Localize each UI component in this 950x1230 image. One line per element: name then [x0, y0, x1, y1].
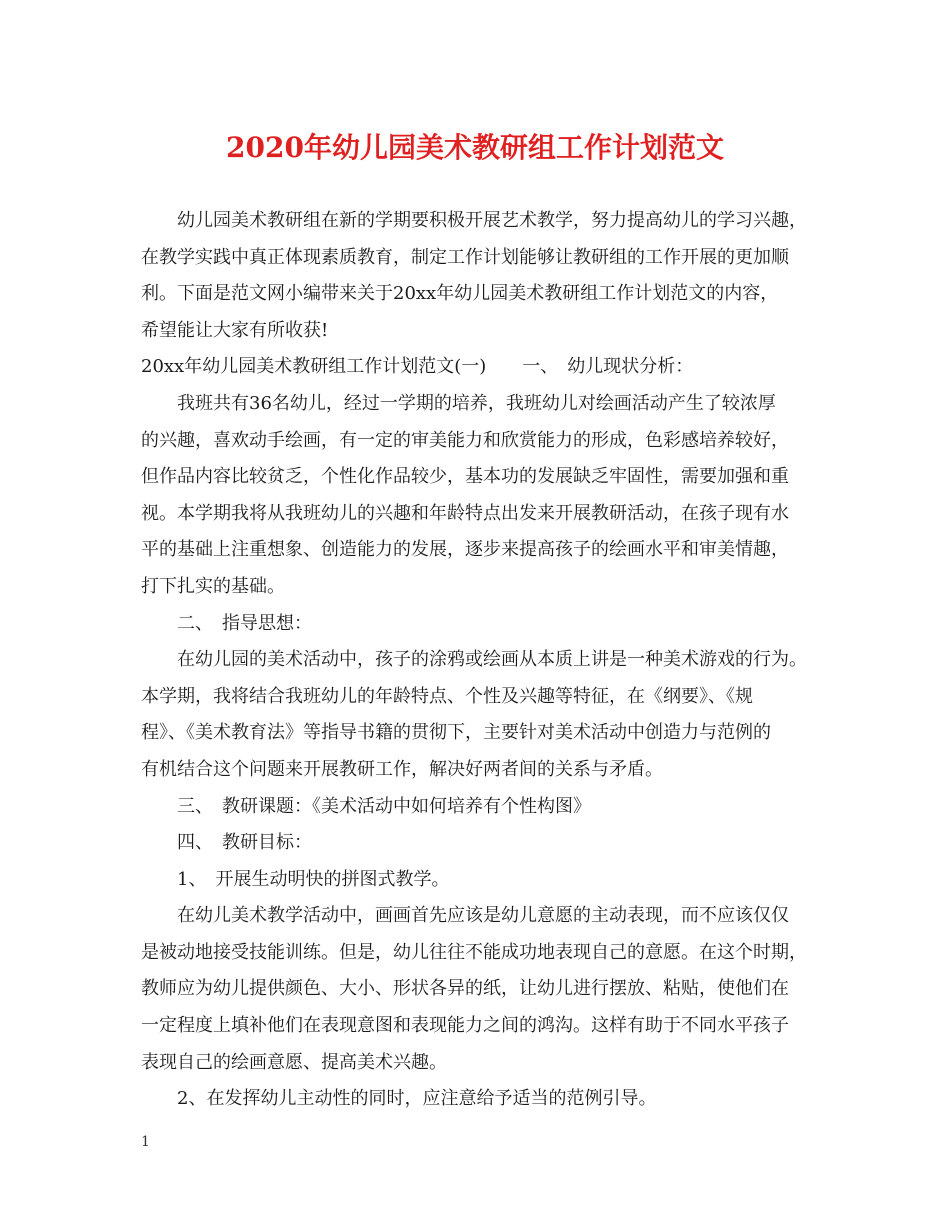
paragraph-line: 幼儿园美术教研组在新的学期要积极开展艺术教学，努力提高幼儿的学习兴趣，	[177, 210, 807, 231]
page-number: 1	[141, 1134, 150, 1150]
section-heading-line: 四、 教研目标：	[177, 832, 312, 854]
paragraph-line: 在幼儿美术教学活动中，画画首先应该是幼儿意愿的主动表现，而不应该仅仅	[177, 905, 789, 927]
document-title: 2020年幼儿园美术教研组工作计划范文	[226, 131, 724, 164]
paragraph-line: 在幼儿园的美术活动中，孩子的涂鸦或绘画从本质上讲是一种美术游戏的行为。	[177, 649, 807, 671]
document-body	[141, 203, 841, 1118]
section-heading-line: 三、 教研课题：《美术活动中如何培养有个性构图》	[177, 795, 591, 817]
paragraph-line: 一定程度上填补他们在表现意图和表现能力之间的鸿沟。这样有助于不同水平孩子	[141, 1015, 789, 1037]
section-heading-line: 20xx年幼儿园美术教研组工作计划范文(一) 一、 幼儿现状分析：	[141, 356, 694, 378]
paragraph-line: 我班共有36名幼儿，经过一学期的培养，我班幼儿对绘画活动产生了较浓厚	[177, 392, 776, 414]
paragraph-line: 利。下面是范文网小编带来关于20xx年幼儿园美术教研组工作计划范文的内容，	[141, 283, 779, 305]
paragraph-line: 程》、《美术教育法》等指导书籍的贯彻下，主要针对美术活动中创造力与范例的	[141, 722, 771, 744]
paragraph-line: 打下扎实的基础。	[141, 575, 285, 597]
paragraph-line: 是被动地接受技能训练。但是，幼儿往往不能成功地表现自己的意愿。在这个时期，	[141, 941, 807, 963]
paragraph-line: 的兴趣，喜欢动手绘画，有一定的审美能力和欣赏能力的形成，色彩感培养较好，	[141, 429, 789, 451]
paragraph-line: 视。本学期我将从我班幼儿的兴趣和年龄特点出发来开展教研活动，在孩子现有水	[141, 502, 789, 524]
paragraph-line: 本学期，我将结合我班幼儿的年龄特点、个性及兴趣等特征，在《纲要》、《规	[141, 685, 753, 707]
paragraph-line: 平的基础上注重想象、创造能力的发展，逐步来提高孩子的绘画水平和审美情趣，	[141, 539, 789, 561]
paragraph-line: 但作品内容比较贫乏，个性化作品较少，基本功的发展缺乏牢固性，需要加强和重	[141, 466, 789, 488]
paragraph-line: 表现自己的绘画意愿、提高美术兴趣。	[141, 1051, 447, 1073]
paragraph-line: 在教学实践中真正体现素质教育，制定工作计划能够让教研组的工作开展的更加顺	[141, 246, 789, 268]
paragraph-line: 教师应为幼儿提供颜色、大小、形状各异的纸，让幼儿进行摆放、粘贴，使他们在	[141, 978, 789, 1000]
section-heading-line: 二、 指导思想：	[177, 612, 312, 634]
paragraph-line: 希望能让大家有所收获!	[141, 319, 329, 341]
paragraph-line: 有机结合这个问题来开展教研工作，解决好两者间的关系与矛盾。	[141, 758, 663, 780]
subsection-heading-line: 1、 开展生动明快的拼图式教学。	[177, 868, 450, 890]
subsection-heading-line: 2、在发挥幼儿主动性的同时，应注意给予适当的范例引导。	[177, 1088, 657, 1110]
